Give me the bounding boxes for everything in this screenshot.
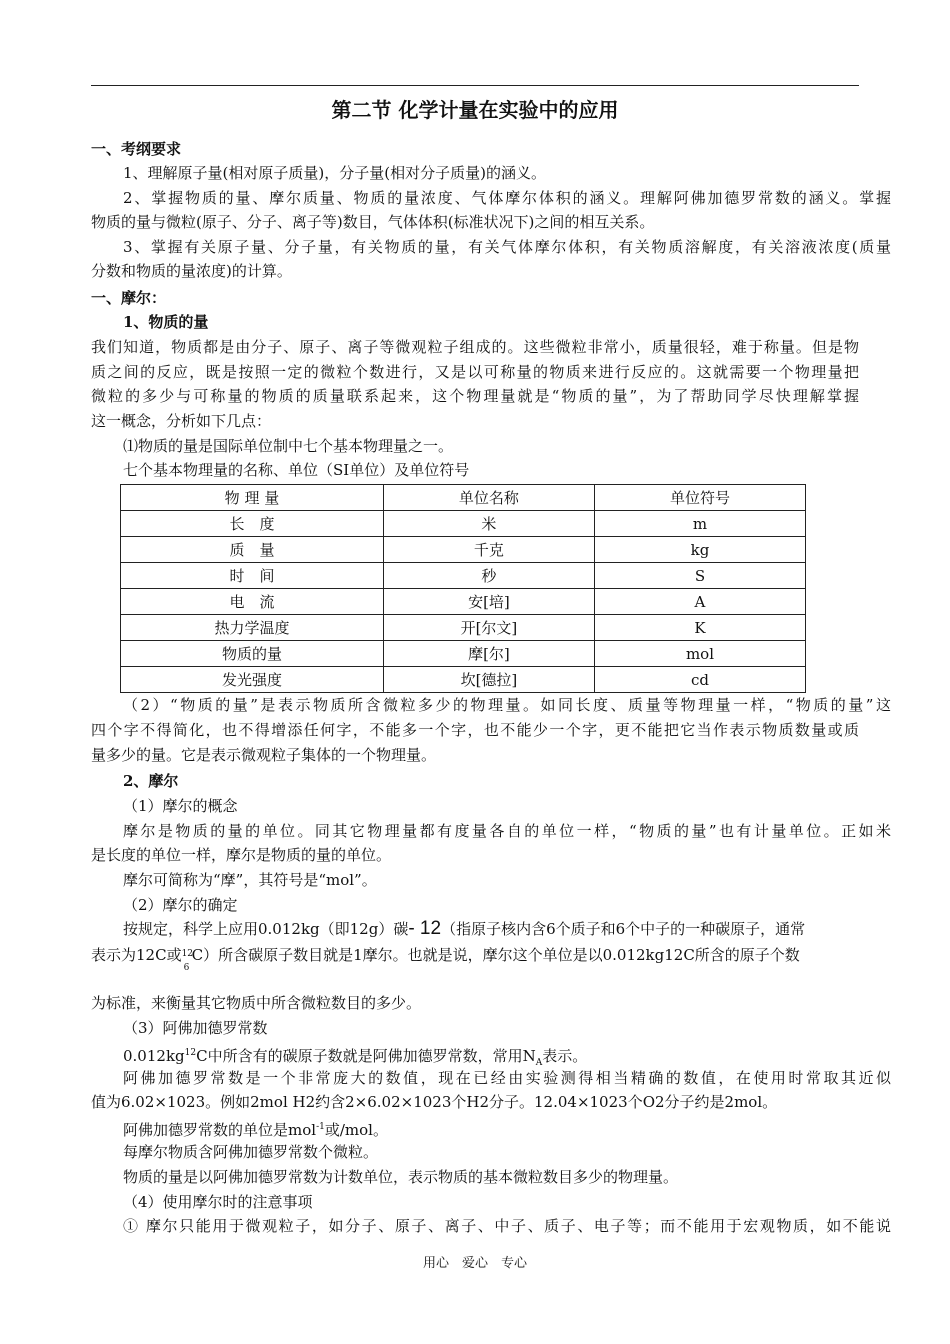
paragraph: 摩尔可简称为“摩”，其符号是“mol”。 xyxy=(123,871,377,889)
table-cell: K xyxy=(594,615,805,641)
superscript: -1 xyxy=(316,1122,325,1132)
paragraph: （1）摩尔的概念 xyxy=(123,797,238,815)
paragraph: 2、掌握物质的量、摩尔质量、物质的量浓度、气体摩尔体积的涵义。理解阿佛加德罗常数的涵义。掌握 xyxy=(123,189,891,207)
table-cell: 电 流 xyxy=(121,589,384,615)
element-symbol: C xyxy=(191,946,204,964)
table-cell: 时 间 xyxy=(121,563,384,589)
table-row xyxy=(121,641,806,667)
table-header-cell: 单位名称 xyxy=(383,485,594,511)
text-run: 阿佛加德罗常数的单位是mol xyxy=(123,1121,317,1139)
paragraph: 分数和物质的量浓度)的计算。 xyxy=(91,262,292,280)
text-run: C中所含有的碳原子数就是阿佛加德罗常数，常用N xyxy=(196,1047,536,1065)
paragraph: 物质的量与微粒(原子、分子、离子等)数目，气体体积(标准状况下)之间的相互关系。 xyxy=(91,213,655,231)
table-cell: cd xyxy=(594,667,805,693)
text-run: ）所含碳原子数目就是1摩尔。也就是说，摩尔这个单位是以0.012kg12C所含的原子个数 xyxy=(203,946,800,964)
table-cell: 秒 xyxy=(383,563,594,589)
paragraph: 量多少的量。它是表示微观粒子集体的一个物理量。 xyxy=(91,746,437,764)
table-cell: 长 度 xyxy=(121,511,384,537)
text-run: 表示为12C或 xyxy=(91,946,182,964)
paragraph: 摩尔是物质的量的单位。同其它物理量都有度量各自的单位一样，“物质的量”也有计量单位。正如米 xyxy=(123,822,891,840)
table-row xyxy=(121,589,806,615)
paragraph: ① 摩尔只能用于微观粒子，如分子、原子、离子、中子、质子、电子等；而不能用于宏观物质，如不能说 xyxy=(123,1217,891,1235)
paragraph: （2）摩尔的确定 xyxy=(123,896,238,914)
superscript: 12 xyxy=(184,1048,197,1058)
table-cell: 坎[德拉] xyxy=(383,667,594,693)
paragraph: 我们知道，物质都是由分子、原子、离子等微观粒子组成的。这些微粒非常小，质量很轻，难于称量。但是物 xyxy=(91,338,859,356)
table-header-cell: 物 理 量 xyxy=(121,485,384,511)
paragraph: （4）使用摩尔时的注意事项 xyxy=(123,1193,313,1211)
table-row xyxy=(121,615,806,641)
table-header-cell: 单位符号 xyxy=(594,485,805,511)
table-cell: 摩[尔] xyxy=(383,641,594,667)
paragraph: 质之间的反应，既是按照一定的微粒个数进行，又是以可称量的物质来进行反应的。这就需要一个物理量把 xyxy=(91,363,859,381)
table-cell: 质 量 xyxy=(121,537,384,563)
paragraph-avogadro-unit xyxy=(91,1115,891,1142)
table-cell: 开[尔文] xyxy=(383,615,594,641)
text-run: 0.012kg xyxy=(123,1047,185,1065)
section-heading-mole: 一、摩尔： xyxy=(91,289,167,307)
table-caption: 七个基本物理量的名称、单位（SI单位）及单位符号 xyxy=(123,461,470,479)
text-run: （指原子核内含6个质子和6个中子的一种碳原子，通常 xyxy=(441,920,806,938)
table-cell: m xyxy=(594,511,805,537)
text-run: 按规定，科学上应用0.012kg（即12g）碳 xyxy=(123,920,409,938)
page-footer: 用心 爱心 专心 xyxy=(422,1256,527,1271)
paragraph: 阿佛加德罗常数是一个非常庞大的数值，现在已经由实验测得相当精确的数值，在使用时常取其近似 xyxy=(123,1069,891,1087)
paragraph: （3）阿佛加德罗常数 xyxy=(123,1019,268,1037)
paragraph: （2）“物质的量”是表示物质所含微粒多少的物理量。如同长度、质量等物理量一样，“物质的量”这 xyxy=(123,696,891,714)
paragraph: 是长度的单位一样，摩尔是物质的量的单位。 xyxy=(91,846,392,864)
page-title: 第二节 化学计量在实验中的应用 xyxy=(331,98,619,122)
paragraph-isotope xyxy=(91,943,859,983)
text-run: 表示。 xyxy=(542,1047,588,1065)
paragraph: ⑴物质的量是国际单位制中七个基本物理量之一。 xyxy=(123,437,454,455)
paragraph: 物质的量是以阿佛加德罗常数为计数单位，表示物质的基本微粒数目多少的物理量。 xyxy=(123,1168,679,1186)
table-cell: 物质的量 xyxy=(121,641,384,667)
table-cell: 发光强度 xyxy=(121,667,384,693)
paragraph: 四个字不得简化，也不得增添任何字，不能多一个字，也不能少一个字，更不能把它当作表示物质数量或质 xyxy=(91,721,859,739)
paragraph: 值为6.02×1023。例如2mol H2约含2×6.02×1023个H2分子。12.04×1023个O2分子约是2mol。 xyxy=(91,1093,778,1111)
paragraph: 3、掌握有关原子量、分子量，有关物质的量，有关气体摩尔体积，有关物质溶解度，有关溶液浓度(质量 xyxy=(123,238,891,256)
paragraph: 这一概念，分析如下几点： xyxy=(91,412,272,430)
table-row xyxy=(121,563,806,589)
subsection-heading: 2、摩尔 xyxy=(123,772,179,790)
si-units-table xyxy=(120,484,806,693)
table-header-row xyxy=(121,485,806,511)
table-row xyxy=(121,667,806,693)
isotope-notation xyxy=(181,943,194,973)
section-heading-requirements: 一、考纲要求 xyxy=(91,140,182,158)
table-cell: 安[培] xyxy=(383,589,594,615)
table-cell: A xyxy=(594,589,805,615)
atomic-number: 6 xyxy=(183,963,190,973)
table-cell: 千克 xyxy=(383,537,594,563)
subscript: A xyxy=(535,1058,543,1068)
paragraph: 为标准，来衡量其它物质中所含微粒数目的多少。 xyxy=(91,994,422,1012)
subsection-heading: 1、物质的量 xyxy=(123,313,209,331)
carbon12-symbol: - 12 xyxy=(408,918,442,939)
paragraph: 每摩尔物质含阿佛加德罗常数个微粒。 xyxy=(123,1143,379,1161)
header-rule xyxy=(91,85,859,86)
paragraph: 微粒的多少与可称量的物质的质量联系起来，这个物理量就是“物质的量”，为了帮助同学尽快理解掌握 xyxy=(91,387,859,405)
table-cell: kg xyxy=(594,537,805,563)
table-cell: mol xyxy=(594,641,805,667)
paragraph: 1、理解原子量(相对原子质量)，分子量(相对分子质量)的涵义。 xyxy=(123,164,546,182)
table-cell: 米 xyxy=(383,511,594,537)
text-run: 或/mol。 xyxy=(324,1121,388,1139)
mass-number: 12 xyxy=(181,949,194,959)
table-row xyxy=(121,511,806,537)
paragraph-carbon12 xyxy=(91,917,891,941)
table-cell: 热力学温度 xyxy=(121,615,384,641)
table-row xyxy=(121,537,806,563)
table-cell: S xyxy=(594,563,805,589)
